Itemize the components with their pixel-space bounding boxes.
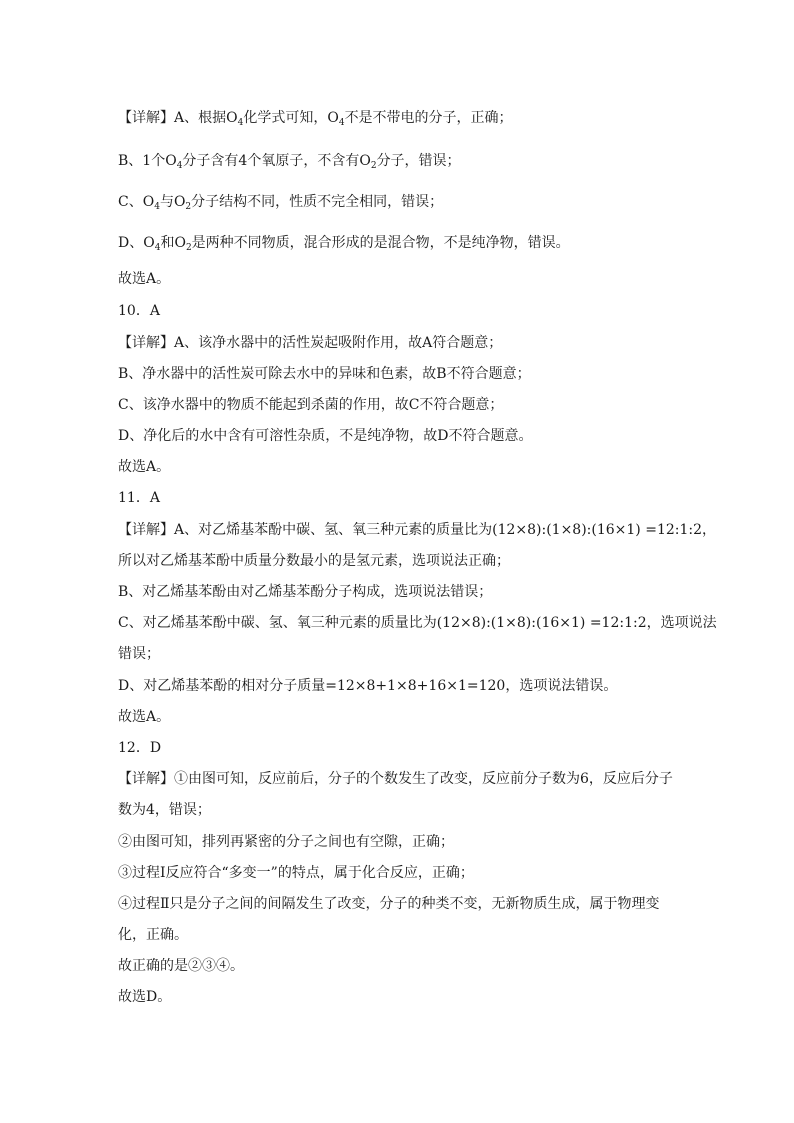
formula-o4: $O_4$ xyxy=(143,235,161,253)
q12-item1-line1: 【详解】①由图可知，反应前后，分子的个数发生了改变，反应前分子数为6，反应后分子 xyxy=(118,771,673,787)
q9-option-b: B、1个$O_4$分子含有4个氧原子，不含有$O_2$分子，错误； xyxy=(118,153,461,171)
q11-option-c-line1: C、对乙烯基苯酚中碳、氢、氧三种元素的质量比为(12×8):(1×8):(16×1) =12:1:2，选项说法 xyxy=(118,615,717,631)
formula-o2: $O_2$ xyxy=(359,153,377,171)
q12-item4-line1: ④过程Ⅱ只是分子之间的间隔发生了改变，分子的种类不变，无新物质生成，属于物理变 xyxy=(118,896,660,912)
formula-o2: $O_2$ xyxy=(174,235,192,253)
q10-option-b: B、净水器中的活性炭可除去水中的异味和色素，故B不符合题意； xyxy=(118,366,531,382)
q11-option-a-line1: 【详解】A、对乙烯基苯酚中碳、氢、氧三种元素的质量比为(12×8):(1×8):(16×1) =12:1:2， xyxy=(118,522,717,538)
q11-option-a-line2: 所以对乙烯基苯酚中质量分数最小的是氢元素，选项说法正确； xyxy=(118,553,510,569)
formula-o4: $O_4$ xyxy=(142,194,160,212)
q10-option-c: C、该净水器中的物质不能起到杀菌的作用，故C不符合题意； xyxy=(118,397,504,413)
formula-o4: $O_4$ xyxy=(165,153,183,171)
formula-o2: $O_2$ xyxy=(173,194,192,212)
q12-item3: ③过程Ⅰ反应符合“多变一”的特点，属于化合反应，正确； xyxy=(118,865,474,881)
formula-o4: $O_4$ xyxy=(226,110,244,128)
q9-choice: 故选A。 xyxy=(118,271,171,287)
formula-o4: $O_4$ xyxy=(327,110,345,128)
q9-option-c: C、$O_4$与$O_2$分子结构不同，性质不完全相同，错误； xyxy=(118,194,444,212)
q11-heading: 11．A xyxy=(118,490,160,506)
q10-option-d: D、净化后的水中含有可溶性杂质，不是纯净物，故D不符合题意。 xyxy=(118,428,533,444)
q12-item1-line2: 数为4，错误； xyxy=(118,802,211,818)
q12-heading: 12．D xyxy=(118,740,162,756)
q10-choice: 故选A。 xyxy=(118,459,171,475)
q9-option-d: D、$O_4$和$O_2$是两种不同物质，混合形成的是混合物，不是纯净物，错误。 xyxy=(118,235,570,253)
q11-option-b: B、对乙烯基苯酚由对乙烯基苯酚分子构成，选项说法错误； xyxy=(118,584,493,600)
q12-summary: 故正确的是②③④。 xyxy=(118,958,244,974)
q12-item4-line2: 化，正确。 xyxy=(118,927,188,943)
q11-choice: 故选A。 xyxy=(118,709,171,725)
q11-option-c-line2: 错误； xyxy=(118,646,160,662)
q10-option-a: 【详解】A、该净水器中的活性炭起吸附作用，故A符合题意； xyxy=(118,335,503,351)
q9-option-a: 【详解】A、根据$O_4$化学式可知，$O_4$不是不带电的分子，正确； xyxy=(118,110,513,128)
q10-heading: 10．A xyxy=(118,303,160,319)
q12-choice: 故选D。 xyxy=(118,989,172,1005)
q12-item2: ②由图可知，排列再紧密的分子之间也有空隙，正确； xyxy=(118,834,454,850)
q11-option-d: D、对乙烯基苯酚的相对分子质量=12×8+1×8+16×1=120，选项说法错误。 xyxy=(118,678,618,694)
